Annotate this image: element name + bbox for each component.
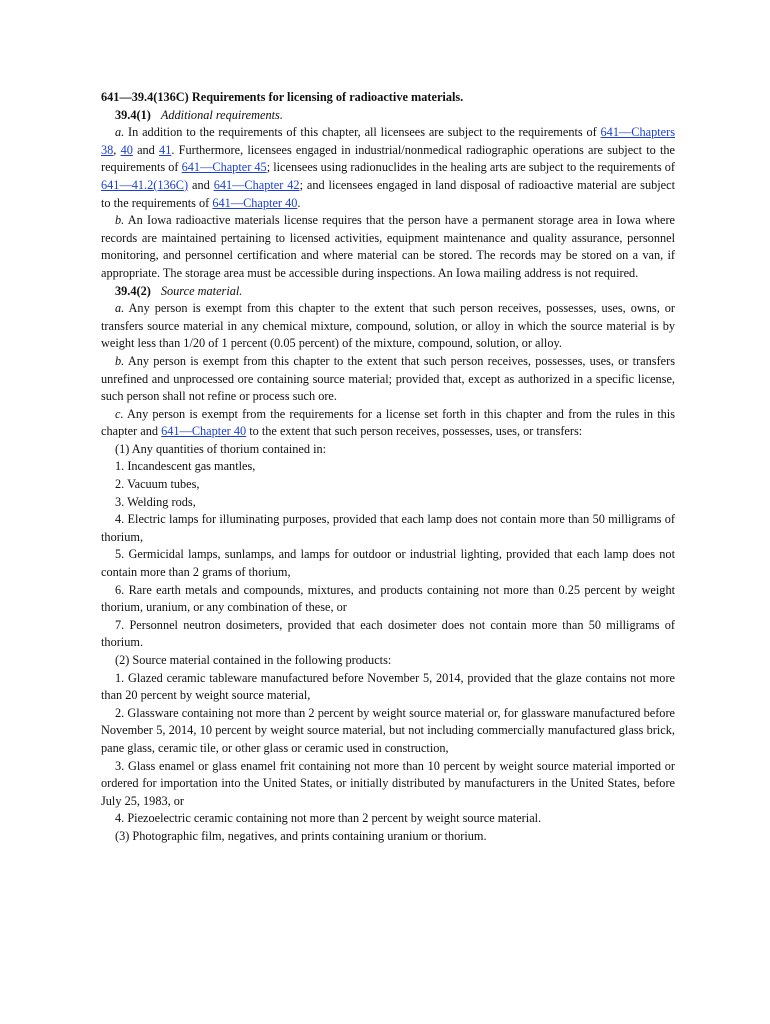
paragraph-letter: a. xyxy=(115,125,125,140)
list-item: 3. Glass enamel or glass enamel frit containing not more than 10 percent by weight source material imported or ordered for importation into the United States, or initially distributed by manufacturers in the United States, before July 25, 1983, or xyxy=(101,758,676,808)
subrule-number: 39.4(2) xyxy=(115,283,151,298)
list-item: 1. Incandescent gas mantles, xyxy=(115,459,256,474)
list-item: 1. Glazed ceramic tableware manufactured before November 5, 2014, provided that the glaze contains not more than 20 percent by weight source material, xyxy=(101,670,675,703)
list-item: 4. Electric lamps for illuminating purposes, provided that each lamp does not contain more than 50 milligrams of thorium, xyxy=(101,512,675,544)
paragraph-letter: a. xyxy=(115,301,125,316)
document-page xyxy=(101,89,675,846)
paragraph-39-4-1-b: b. An Iowa radioactive materials license requires that the person have a permanent storage area in Iowa where records are maintained pertaining to licensed activities, equipment maintenance and quality assurance, personnel monitoring, and personnel certification and where material can be stored. The records may be stored on a van, if appropriate. The storage area must be accessible during inspections. An Iowa mailing address is not required. xyxy=(101,213,675,280)
paragraph-39-4-2-c: c. Any person is exempt from the requirements for a license set forth in this chapter and from the rules in this chapter and 641—Chapter 40 to the extent that such person receives, possesses, uses, or transfers: xyxy=(101,406,675,439)
subrule-title: Additional requirements. xyxy=(160,107,283,122)
list-item: 3. Welding rods, xyxy=(115,494,196,509)
subrule-number: 39.4(1) xyxy=(115,107,151,122)
subparagraph-2: (2) Source material contained in the following products: xyxy=(115,653,392,667)
link-641-chapter-40[interactable]: 641—Chapter 40 xyxy=(212,195,298,210)
link-641-41-2[interactable]: 641—41.2(136C) xyxy=(101,177,189,192)
link-641-chapter-42[interactable]: 641—Chapter 42 xyxy=(213,177,300,192)
link-641-chapters-38[interactable]: 641—Chapters 38 xyxy=(101,125,675,157)
rule-heading: 641—39.4(136C) Requirements for licensing of radioactive materials. xyxy=(101,90,464,104)
subparagraph-1: (1) Any quantities of thorium contained in: xyxy=(115,441,327,456)
list-item: 6. Rare earth metals and compounds, mixtures, and products containing not more than 0.25 percent by weight thorium, uranium, or any combination of these, or xyxy=(101,582,676,615)
paragraph-39-4-2-b: b. Any person is exempt from this chapter to the extent that such person receives, possesses, uses, or transfers unrefined and unprocessed ore containing source material; provided that, except as authorized in a specific license, such person shall not refine or process such ore. xyxy=(101,353,675,404)
subrule-39-4-1-heading xyxy=(101,107,675,125)
link-chapter-40[interactable]: 40 xyxy=(120,142,133,157)
list-item: 2. Glassware containing not more than 2 percent by weight source material or, for glassware manufactured before November 5, 2014, 10 percent by weight source material, but not including commercially manufactured glass brick, pane glass, ceramic tile, or other glass or ceramic used in construction, xyxy=(101,705,675,755)
paragraph-39-4-1-a: a. In addition to the requirements of this chapter, all licensees are subject to the requirements of 641—Chapters 38, 40 and 41. Furthermore, licensees engaged in industrial/nonmedical radiographic operations are subject to the requirements of 641—Chapter 45; licensees using radionuclides in the healing arts are subject to the requirements of 641—41.2(136C) and 641—Chapter 42; and licensees engaged in land disposal of radioactive material are subject to the requirements of 641—Chapter 40. xyxy=(101,125,676,210)
list-item: 5. Germicidal lamps, sunlamps, and lamps for outdoor or industrial lighting, provided that each lamp does not contain more than 2 grams of thorium, xyxy=(101,547,675,580)
list-item: 4. Piezoelectric ceramic containing not more than 2 percent by weight source material. xyxy=(115,811,542,826)
list-item: 2. Vacuum tubes, xyxy=(115,477,200,492)
paragraph-letter: b. xyxy=(115,353,125,368)
paragraph-letter: c. xyxy=(115,406,124,421)
subrule-39-4-2-heading xyxy=(101,283,675,301)
paragraph-letter: b. xyxy=(115,213,125,228)
subparagraph-3: (3) Photographic film, negatives, and prints containing uranium or thorium. xyxy=(115,828,487,843)
subrule-title: Source material. xyxy=(160,283,243,298)
link-641-chapter-40-b[interactable]: 641—Chapter 40 xyxy=(161,424,247,439)
list-item: 7. Personnel neutron dosimeters, provided that each dosimeter does not contain more than 50 milligrams of thorium. xyxy=(101,617,675,650)
paragraph-39-4-2-a: a. Any person is exempt from this chapter to the extent that such person receives, possesses, uses, owns, or transfers source material in any chemical mixture, compound, solution, or alloy in which the source material is by weight less than 1/20 of 1 percent (0.05 percent) of the mixture, compound, solution, or alloy. xyxy=(101,301,675,351)
link-chapter-41[interactable]: 41 xyxy=(159,142,172,157)
link-641-chapter-45[interactable]: 641—Chapter 45 xyxy=(181,160,267,175)
